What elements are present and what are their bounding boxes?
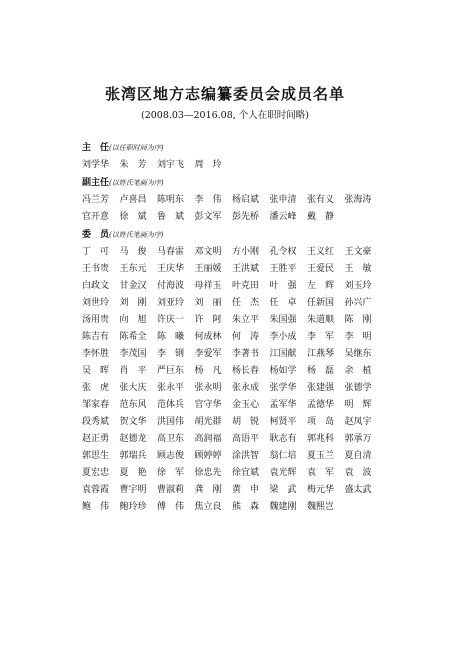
member-name: 许庆一 [157,315,185,325]
member-name: 明 辉 [344,400,372,410]
member-name: 翁仁培 [269,451,297,461]
section-names [82,157,382,174]
member-name: 余 植 [344,366,372,376]
member-name: 鲁 斌 [157,212,185,222]
member-name: 梅元华 [307,485,335,495]
member-name: 袁光辉 [269,468,297,478]
member-name: 袁 军 [307,468,335,478]
member-name: 高卫东 [157,434,185,444]
member-name: 孙兴广 [344,298,372,308]
member-name: 项 岛 [307,417,335,427]
member-name: 刘玉玲 [344,281,372,291]
section-names [82,192,382,226]
member-name: 曹宇明 [119,485,147,495]
member-name: 梁 武 [269,485,297,495]
member-name: 孟德华 [307,400,335,410]
member-name: 涂洪智 [232,451,260,461]
member-name: 叶 强 [269,281,297,291]
member-name: 李爱军 [194,349,222,359]
section-role: 主 任 [82,143,110,153]
member-name: 盛太武 [344,485,372,495]
member-name: 郭承万 [344,434,372,444]
member-name: 马春雷 [157,247,185,257]
member-name: 杨 凡 [194,366,222,376]
section-role: 委 员 [82,230,110,240]
member-name: 方小刚 [232,247,260,257]
member-name: 刘宇飞 [157,160,185,170]
member-name: 赵正勇 [82,434,110,444]
member-name: 胡光群 [194,417,222,427]
member-name: 付海波 [157,281,185,291]
member-name: 汤用贵 [82,315,110,325]
member-name: 杨启斌 [232,195,260,205]
member-name: 江国献 [269,349,297,359]
member-name: 李 明 [344,332,372,342]
member-name: 陈 刚 [344,315,372,325]
member-name: 柯贤平 [269,417,297,427]
member-name: 张大庆 [119,383,147,393]
member-name: 李小成 [269,332,297,342]
member-name: 龚 刚 [194,485,222,495]
member-name: 耿志有 [269,434,297,444]
member-name: 刘亚玲 [157,298,185,308]
document-title: 张湾区地方志编纂委员会成员名单 [104,85,345,103]
member-name: 彭先桥 [232,212,260,222]
member-name: 王胜平 [269,264,297,274]
member-name: 何 涛 [232,332,260,342]
section-heading [82,226,382,244]
member-list [82,139,382,516]
member-name: 刘 丽 [194,298,222,308]
member-name: 张永成 [232,383,260,393]
member-name: 顾志俊 [157,451,185,461]
section-heading [82,139,382,157]
member-name: 鲍 伟 [82,502,110,512]
member-name: 段秀斌 [82,417,110,427]
member-name: 顾婷婷 [194,451,222,461]
member-name: 曹淑莉 [157,485,185,495]
member-name: 李 钢 [157,349,185,359]
member-name: 何成林 [194,332,222,342]
member-name: 夏玉兰 [307,451,335,461]
member-name: 王义红 [307,247,335,257]
member-name: 刘世玲 [82,298,110,308]
member-name: 王洪斌 [232,264,260,274]
member-name: 张有义 [307,195,335,205]
member-name: 朱道顺 [307,315,335,325]
member-name: 徐宜斌 [232,468,260,478]
member-name: 贺文华 [119,417,147,427]
member-name: 徐 军 [157,468,185,478]
member-name: 左 辉 [307,281,335,291]
member-name: 张建强 [307,383,335,393]
member-name: 赵凤宇 [344,417,372,427]
member-name: 陈希全 [119,332,147,342]
member-name: 王文豪 [344,247,372,257]
member-name: 王书贵 [82,264,110,274]
member-name: 王爱民 [307,264,335,274]
member-name: 江燕琴 [307,349,335,359]
member-name: 熊 森 [232,502,260,512]
member-name: 张德学 [344,383,372,393]
member-name: 任 卓 [269,298,297,308]
section-note: (以姓氏笔画为序) [109,231,164,239]
member-name: 焦立良 [194,502,222,512]
member-name: 李 军 [307,332,335,342]
member-name: 高语平 [232,434,260,444]
member-name: 甘金汉 [119,281,147,291]
member-name: 吴继东 [344,349,372,359]
member-name: 朱立平 [232,315,260,325]
member-name: 魏熙岂 [307,502,335,512]
member-name: 严巨东 [157,366,185,376]
member-name: 刘 刚 [119,298,147,308]
member-name: 王东元 [119,264,147,274]
member-name: 黄 申 [232,485,260,495]
member-name: 杨如学 [269,366,297,376]
member-name: 卢喜昌 [119,195,147,205]
member-name: 吴 晖 [82,366,110,376]
member-name: 任 杰 [232,298,260,308]
member-name: 叶克田 [232,281,260,291]
member-name: 魏建刚 [269,502,297,512]
member-name: 官开意 [82,212,110,222]
member-name: 张永明 [194,383,222,393]
section-role: 副主任 [82,178,110,188]
member-name: 徐 斌 [119,212,147,222]
member-name: 朱国强 [269,315,297,325]
member-name: 马 俊 [119,247,147,257]
section-names [82,244,382,516]
member-name: 徐忠先 [194,468,222,478]
member-name: 陈明东 [157,195,185,205]
member-name: 邓文明 [194,247,222,257]
section-heading [82,174,382,192]
member-name: 李茂国 [119,349,147,359]
document-subtitle: (2008.03—2016.08, 个人在职时间略) [140,110,310,121]
member-name: 范体兵 [157,400,185,410]
member-name: 陈吉有 [82,332,110,342]
member-name: 王庆华 [157,264,185,274]
member-name: 周 玲 [194,160,222,170]
member-name: 夏宏忠 [82,468,110,478]
member-name: 孟军华 [269,400,297,410]
member-name: 肖 平 [119,366,147,376]
member-name: 傅 伟 [157,502,185,512]
member-name: 陈 曦 [157,332,185,342]
member-name: 夏自清 [344,451,372,461]
member-name: 杨 磊 [307,366,335,376]
member-name: 金玉心 [232,400,260,410]
member-name: 许 阿 [194,315,222,325]
member-name: 杨长春 [232,366,260,376]
member-name: 张学华 [269,383,297,393]
member-name: 冯兰芳 [82,195,110,205]
member-name: 李 伟 [194,195,222,205]
member-name: 张永平 [157,383,185,393]
member-name: 洪国伟 [157,417,185,427]
member-name: 任新国 [307,298,335,308]
member-name: 刘学华 [82,160,110,170]
member-name: 胡 锐 [232,417,260,427]
member-name: 孔令权 [269,247,297,257]
member-name: 袁蓉霞 [82,485,110,495]
member-name: 鲍玲珍 [119,502,147,512]
member-name: 邹家春 [82,400,110,410]
member-name: 朱 芳 [119,160,147,170]
section-note: (以任职时间为序) [109,144,164,152]
member-name: 郭兆科 [307,434,335,444]
member-name: 李怀胜 [82,349,110,359]
member-name: 潘云峰 [269,212,297,222]
member-name: 张申清 [269,195,297,205]
member-name: 张海涛 [344,195,372,205]
member-name: 郭瑞兵 [119,451,147,461]
member-name: 张 虎 [82,383,110,393]
member-name: 郭思生 [82,451,110,461]
member-name: 向 旭 [119,315,147,325]
member-name: 王丽媛 [194,264,222,274]
member-name: 夏 艳 [119,468,147,478]
member-name: 王 敏 [344,264,372,274]
member-name: 母祥玉 [194,281,222,291]
section-note: (以姓氏笔画为序) [109,179,164,187]
member-name: 范东风 [119,400,147,410]
member-name: 戴 静 [307,212,335,222]
member-name: 高润福 [194,434,222,444]
member-name: 丁 可 [82,247,110,257]
member-name: 白政文 [82,281,110,291]
member-name: 赵德龙 [119,434,147,444]
member-name: 李著书 [232,349,260,359]
member-name: 官守华 [194,400,222,410]
member-name: 彭文军 [194,212,222,222]
member-name: 袁 波 [344,468,372,478]
